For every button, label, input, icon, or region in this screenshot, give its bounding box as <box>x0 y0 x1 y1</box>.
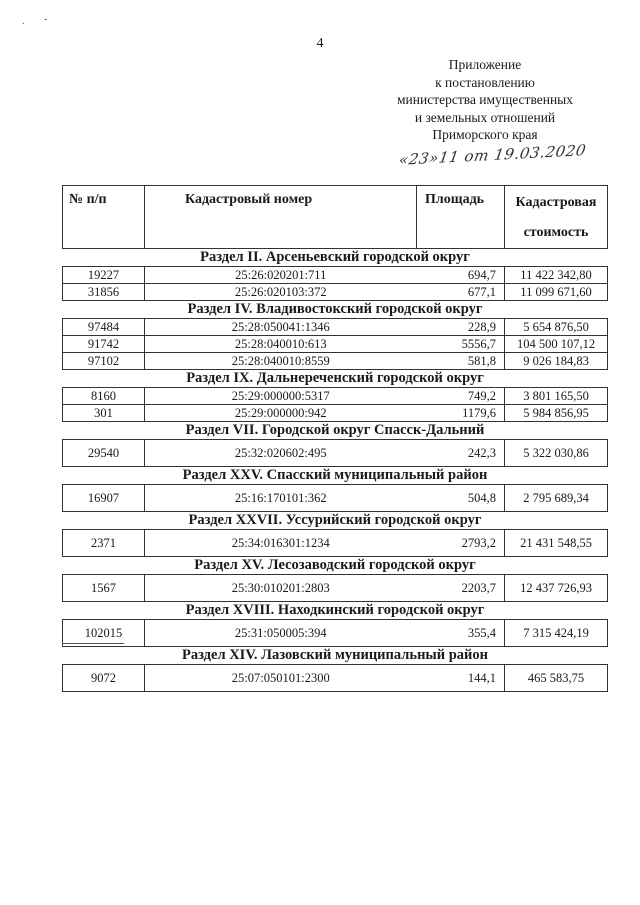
row-number: 8160 <box>63 388 145 405</box>
row-number: 2371 <box>63 530 145 557</box>
cadastral-cost: 12 437 726,93 <box>505 575 608 602</box>
cadastral-cost: 7 315 424,19 <box>505 620 608 647</box>
appendix-line: Приморского края <box>432 127 538 142</box>
appendix-line: и земельных отношений <box>414 109 556 125</box>
area-value: 581,8 <box>417 353 505 370</box>
area-value: 5556,7 <box>417 336 505 353</box>
section-title: Раздел XXV. Спасский муниципальный район <box>63 467 608 485</box>
section-title: Раздел II. Арсеньевский городской округ <box>63 249 608 267</box>
table-row <box>63 267 608 284</box>
cadastral-cost: 5 984 856,95 <box>505 405 608 422</box>
table-row <box>63 284 608 301</box>
section-row <box>63 467 608 485</box>
appendix-line: министерства имущественных <box>397 92 573 107</box>
section-row <box>63 512 608 530</box>
section-title: Раздел IV. Владивостокский городской округ <box>63 301 608 319</box>
cadastral-cost: 5 322 030,86 <box>505 440 608 467</box>
appendix-header <box>380 56 590 144</box>
section-row <box>63 557 608 575</box>
cadastral-cost: 11 099 671,60 <box>505 284 608 301</box>
section-row <box>63 647 608 665</box>
row-number: 102015 <box>63 620 145 647</box>
cadastral-number: 25:28:050041:1346 <box>145 319 417 336</box>
row-number: 1567 <box>63 575 145 602</box>
area-value: 2793,2 <box>417 530 505 557</box>
row-number: 16907 <box>63 485 145 512</box>
area-value: 504,8 <box>417 485 505 512</box>
cadastral-cost: 21 431 548,55 <box>505 530 608 557</box>
area-value: 144,1 <box>417 665 505 692</box>
row-number: 301 <box>63 405 145 422</box>
row-number: 29540 <box>63 440 145 467</box>
area-value: 2203,7 <box>417 575 505 602</box>
cadastral-number: 25:29:000000:5317 <box>145 388 417 405</box>
table-row <box>63 336 608 353</box>
scan-mark: . <box>22 16 25 27</box>
header-area: Площадь <box>417 186 505 249</box>
section-row <box>63 422 608 440</box>
area-value: 242,3 <box>417 440 505 467</box>
section-title: Раздел XXVII. Уссурийский городской округ <box>63 512 608 530</box>
cadastral-number: 25:30:010201:2803 <box>145 575 417 602</box>
table-body <box>63 249 608 692</box>
row-number: 97484 <box>63 319 145 336</box>
section-row <box>63 249 608 267</box>
table-row <box>63 485 608 512</box>
cadastral-number: 25:31:050005:394 <box>145 620 417 647</box>
row-number: 9072 <box>63 665 145 692</box>
cadastral-number: 25:26:020201:711 <box>145 267 417 284</box>
row-number: 31856 <box>63 284 145 301</box>
cadastral-number: 25:28:040010:8559 <box>145 353 417 370</box>
row-number: 91742 <box>63 336 145 353</box>
appendix-line: к постановлению <box>435 74 535 90</box>
table-row <box>63 353 608 370</box>
cadastral-cost: 11 422 342,80 <box>505 267 608 284</box>
section-title: Раздел XVIII. Находкинский городской округ <box>63 602 608 620</box>
section-row <box>63 602 608 620</box>
header-cadastral-cost: Кадастровая стоимость <box>505 186 608 249</box>
property-table <box>62 185 608 692</box>
area-value: 228,9 <box>417 319 505 336</box>
table-row <box>63 665 608 692</box>
header-number: № п/п <box>63 186 145 249</box>
section-title: Раздел IX. Дальнереченский городской округ <box>63 370 608 388</box>
header-cadastral-number: Кадастровый номер <box>145 186 417 249</box>
cadastral-cost: 465 583,75 <box>505 665 608 692</box>
section-title: Раздел VII. Городской округ Спасск-Дальний <box>63 422 608 440</box>
cadastral-cost: 104 500 107,12 <box>505 336 608 353</box>
appendix-line: Приложение <box>448 57 522 72</box>
table-row <box>63 575 608 602</box>
row-number: 97102 <box>63 353 145 370</box>
area-value: 355,4 <box>417 620 505 647</box>
page-number: 4 <box>316 36 324 51</box>
area-value: 677,1 <box>417 284 505 301</box>
handwritten-date: «23»11 от 19.03.2020 <box>397 141 588 169</box>
table-row <box>63 388 608 405</box>
cadastral-cost: 3 801 165,50 <box>505 388 608 405</box>
cadastral-number: 25:26:020103:372 <box>145 284 417 301</box>
area-value: 694,7 <box>417 267 505 284</box>
cadastral-number: 25:29:000000:942 <box>145 405 417 422</box>
cadastral-cost: 2 795 689,34 <box>505 485 608 512</box>
cadastral-number: 25:07:050101:2300 <box>145 665 417 692</box>
section-title: Раздел XIV. Лазовский муниципальный район <box>63 647 608 665</box>
section-row <box>63 370 608 388</box>
area-value: 749,2 <box>417 388 505 405</box>
table-row <box>63 530 608 557</box>
cadastral-cost: 5 654 876,50 <box>505 319 608 336</box>
table-row <box>63 620 608 647</box>
cadastral-number: 25:32:020602:495 <box>145 440 417 467</box>
area-value: 1179,6 <box>417 405 505 422</box>
section-row <box>63 301 608 319</box>
cadastral-number: 25:34:016301:1234 <box>145 530 417 557</box>
footer-divider <box>62 643 124 644</box>
scan-mark: - <box>44 14 48 25</box>
table-row <box>63 405 608 422</box>
table-row <box>63 319 608 336</box>
cadastral-number: 25:16:170101:362 <box>145 485 417 512</box>
section-title: Раздел XV. Лесозаводский городской округ <box>63 557 608 575</box>
row-number: 19227 <box>63 267 145 284</box>
table-header-row <box>63 186 608 249</box>
cadastral-number: 25:28:040010:613 <box>145 336 417 353</box>
cadastral-cost: 9 026 184,83 <box>505 353 608 370</box>
table-row <box>63 440 608 467</box>
